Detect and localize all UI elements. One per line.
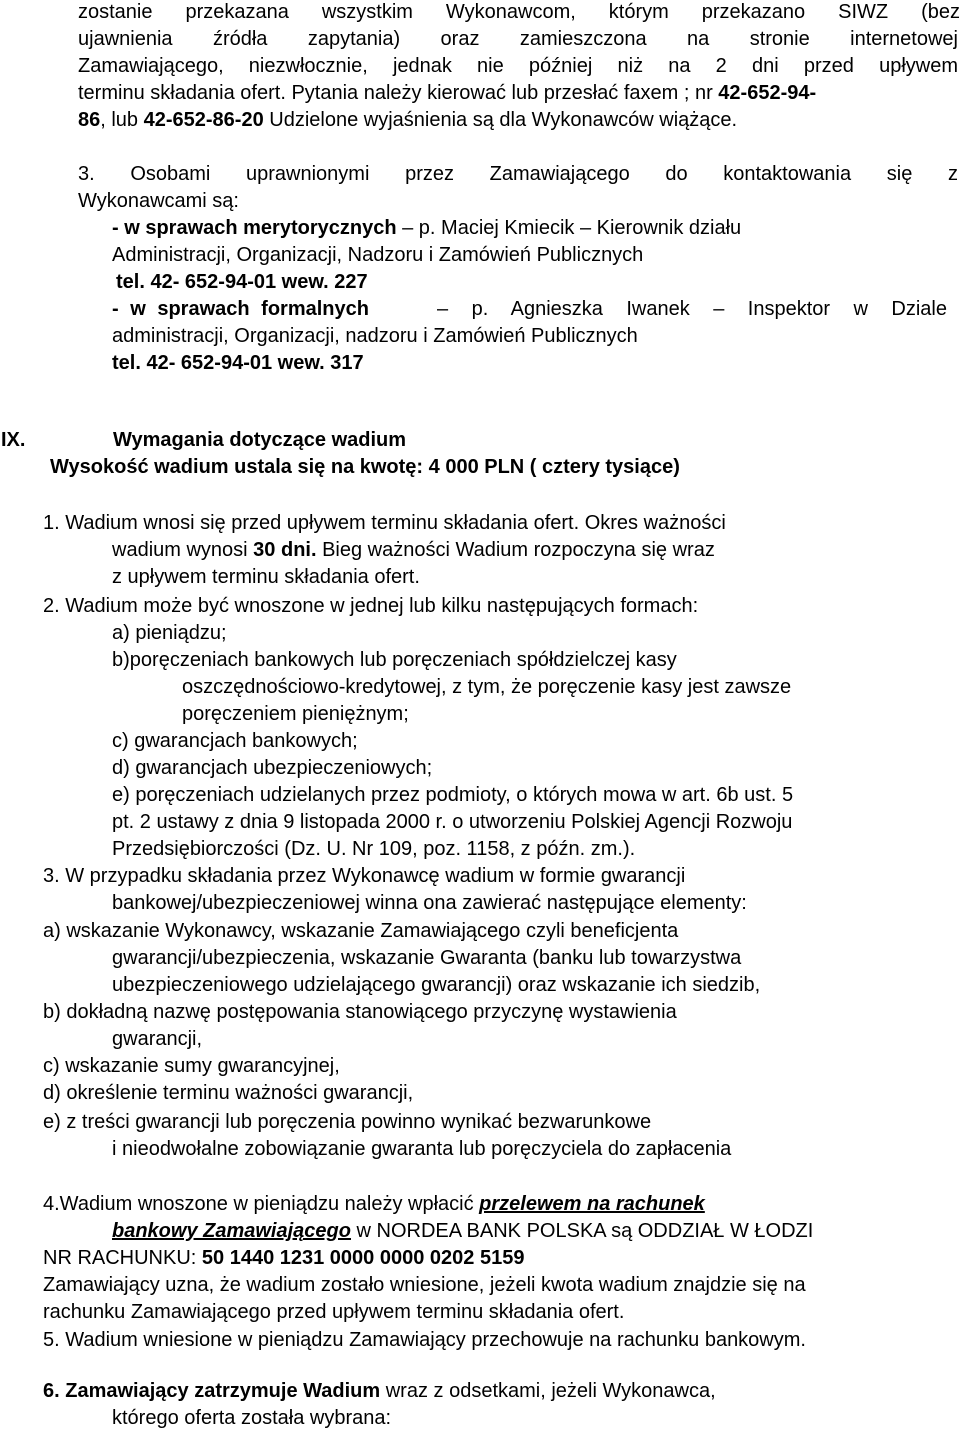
merit-phone-text: tel. 42- 652-94-01 wew. 227 [116, 271, 368, 293]
merit-department: Administracji, Organizacji, Nadzoru i Zamówień Publicznych [112, 244, 644, 266]
form-b-cont: poręczeniem pieniężnym; [182, 703, 409, 725]
fax-number: 42-652-94- [718, 82, 817, 104]
element-b-cont: gwarancji, [112, 1028, 203, 1050]
element-a: a) wskazanie Wykonawcy, wskazanie Zamawiającego czyli beneficjenta [43, 920, 679, 942]
formal-phone-text: tel. 42- 652-94-01 wew. 317 [112, 352, 364, 374]
formal-department: administracji, Organizacji, nadzoru i Zamówień Publicznych [112, 325, 638, 347]
bank-name: w NORDEA BANK POLSKA są ODDZIAŁ W ŁODZI [350, 1220, 814, 1242]
intro-line-5 [78, 108, 737, 132]
element-d: d) określenie terminu ważności gwarancji, [43, 1082, 414, 1104]
point6-line-1 [43, 1379, 716, 1403]
intro-text: , lub [100, 109, 144, 131]
contacts-heading: 3. Osobami uprawnionymi przez Zamawiającego do kontaktowania się z [78, 163, 958, 185]
point4-line-4: Zamawiający uzna, że wadium zostało wniesione, jeżeli kwota wadium znajdzie się na [43, 1274, 806, 1296]
section-title: Wymagania dotyczące wadium [113, 429, 407, 451]
intro-text: Udzielone wyjaśnienia są dla Wykonawców wiążące. [263, 109, 738, 131]
contacts-heading-cont: Wykonawcami są: [78, 190, 239, 212]
point1-line-1: 1. Wadium wnosi się przed upływem terminu składania ofert. Okres ważności [43, 512, 726, 534]
element-a-cont: gwarancji/ubezpieczenia, wskazanie Gwaranta (banku lub towarzystwa [112, 947, 742, 969]
form-e-cont: pt. 2 ustawy z dnia 9 listopada 2000 r. o utworzeniu Polskiej Agencji Rozwoju [112, 811, 793, 833]
intro-line-1: zostanie przekazana wszystkim Wykonawcom, którym przekazano SIWZ (bez [78, 1, 960, 23]
point4-line-5: rachunku Zamawiającego przed upływem terminu składania ofert. [43, 1301, 625, 1323]
element-e-cont: i nieodwołalne zobowiązanie gwaranta lub poręczyciela do zapłacenia [112, 1138, 732, 1160]
point4-line-2 [112, 1219, 813, 1243]
account-number-line [43, 1246, 524, 1270]
point1-text: wadium wynosi [112, 539, 254, 561]
formal-person: – p. Agnieszka Iwanek – Inspektor w Dziale [437, 298, 947, 320]
formal-contact-line [112, 297, 947, 321]
form-a: a) pieniądzu; [112, 622, 227, 644]
point5-line-1: 5. Wadium wniesione w pieniądzu Zamawiający przechowuje na rachunku bankowym. [43, 1329, 806, 1351]
intro-text: terminu składania ofert. Pytania należy kierować lub przesłać faxem ; nr [78, 82, 719, 104]
intro-line-2: ujawnienia źródła zapytania) oraz zamieszczona na stronie internetowej [78, 28, 958, 50]
account-number: 50 1440 1231 0000 0000 0202 5159 [201, 1247, 525, 1269]
account-label: NR RACHUNKU: [43, 1247, 202, 1269]
bank-account-emphasis: bankowy Zamawiającego [112, 1220, 351, 1242]
formal-label: - w sprawach formalnych [112, 298, 369, 320]
form-e: e) poręczeniach udzielanych przez podmioty, o których mowa w art. 6b ust. 5 [112, 784, 794, 806]
merit-label: - w sprawach merytorycznych [112, 217, 397, 239]
formal-phone [112, 351, 364, 375]
fax-number-end: 86 [78, 109, 101, 131]
point1-line-3: z upływem terminu składania ofert. [112, 566, 420, 588]
point3-line-1: 3. W przypadku składania przez Wykonawcę wadium w formie gwarancji [43, 865, 686, 887]
form-c: c) gwarancjach bankowych; [112, 730, 358, 752]
validity-days: 30 dni. [253, 539, 317, 561]
element-a-cont: ubezpieczeniowego udzielającego gwarancji) oraz wskazanie ich siedzib, [112, 974, 761, 996]
merit-contact-line [112, 216, 741, 240]
element-c: c) wskazanie sumy gwarancyjnej, [43, 1055, 340, 1077]
point1-text: Bieg ważności Wadium rozpoczyna się wraz [316, 539, 715, 561]
form-b: b)poręczeniach bankowych lub poręczeniach spółdzielczej kasy [112, 649, 677, 671]
intro-line-4 [78, 81, 816, 105]
intro-line-3: Zamawiającego, niezwłocznie, jednak nie później niż na 2 dni przed upływem [78, 55, 958, 77]
point6-line-2: którego oferta została wybrana: [112, 1407, 392, 1429]
transfer-emphasis: przelewem na rachunek [479, 1193, 705, 1215]
phone-number: 42-652-86-20 [143, 109, 264, 131]
form-d: d) gwarancjach ubezpieczeniowych; [112, 757, 433, 779]
point6-heading: 6. Zamawiający zatrzymuje Wadium [43, 1380, 381, 1402]
section-number: IX. [1, 429, 26, 451]
form-b-cont: oszczędnościowo-kredytowej, z tym, że poręczenie kasy jest zawsze [182, 676, 792, 698]
point6-text: wraz z odsetkami, jeżeli Wykonawca, [380, 1380, 716, 1402]
point3-line-2: bankowej/ubezpieczeniowej winna ona zawierać następujące elementy: [112, 892, 747, 914]
point1-line-2 [112, 538, 715, 562]
point4-text: 4.Wadium wnoszone w pieniądzu należy wpłacić [43, 1193, 480, 1215]
point4-line-1 [43, 1192, 705, 1216]
merit-person: – p. Maciej Kmiecik – Kierownik działu [396, 217, 742, 239]
form-e-cont: Przedsiębiorczości (Dz. U. Nr 109, poz. 1158, z późn. zm.). [112, 838, 636, 860]
element-b: b) dokładną nazwę postępowania stanowiącego przyczynę wystawienia [43, 1001, 677, 1023]
wadium-amount: Wysokość wadium ustala się na kwotę: 4 000 PLN ( cztery tysiące) [50, 456, 680, 478]
point2-line-1: 2. Wadium może być wnoszone w jednej lub kilku następujących formach: [43, 595, 699, 617]
element-e: e) z treści gwarancji lub poręczenia powinno wynikać bezwarunkowe [43, 1111, 652, 1133]
merit-phone [116, 270, 368, 294]
